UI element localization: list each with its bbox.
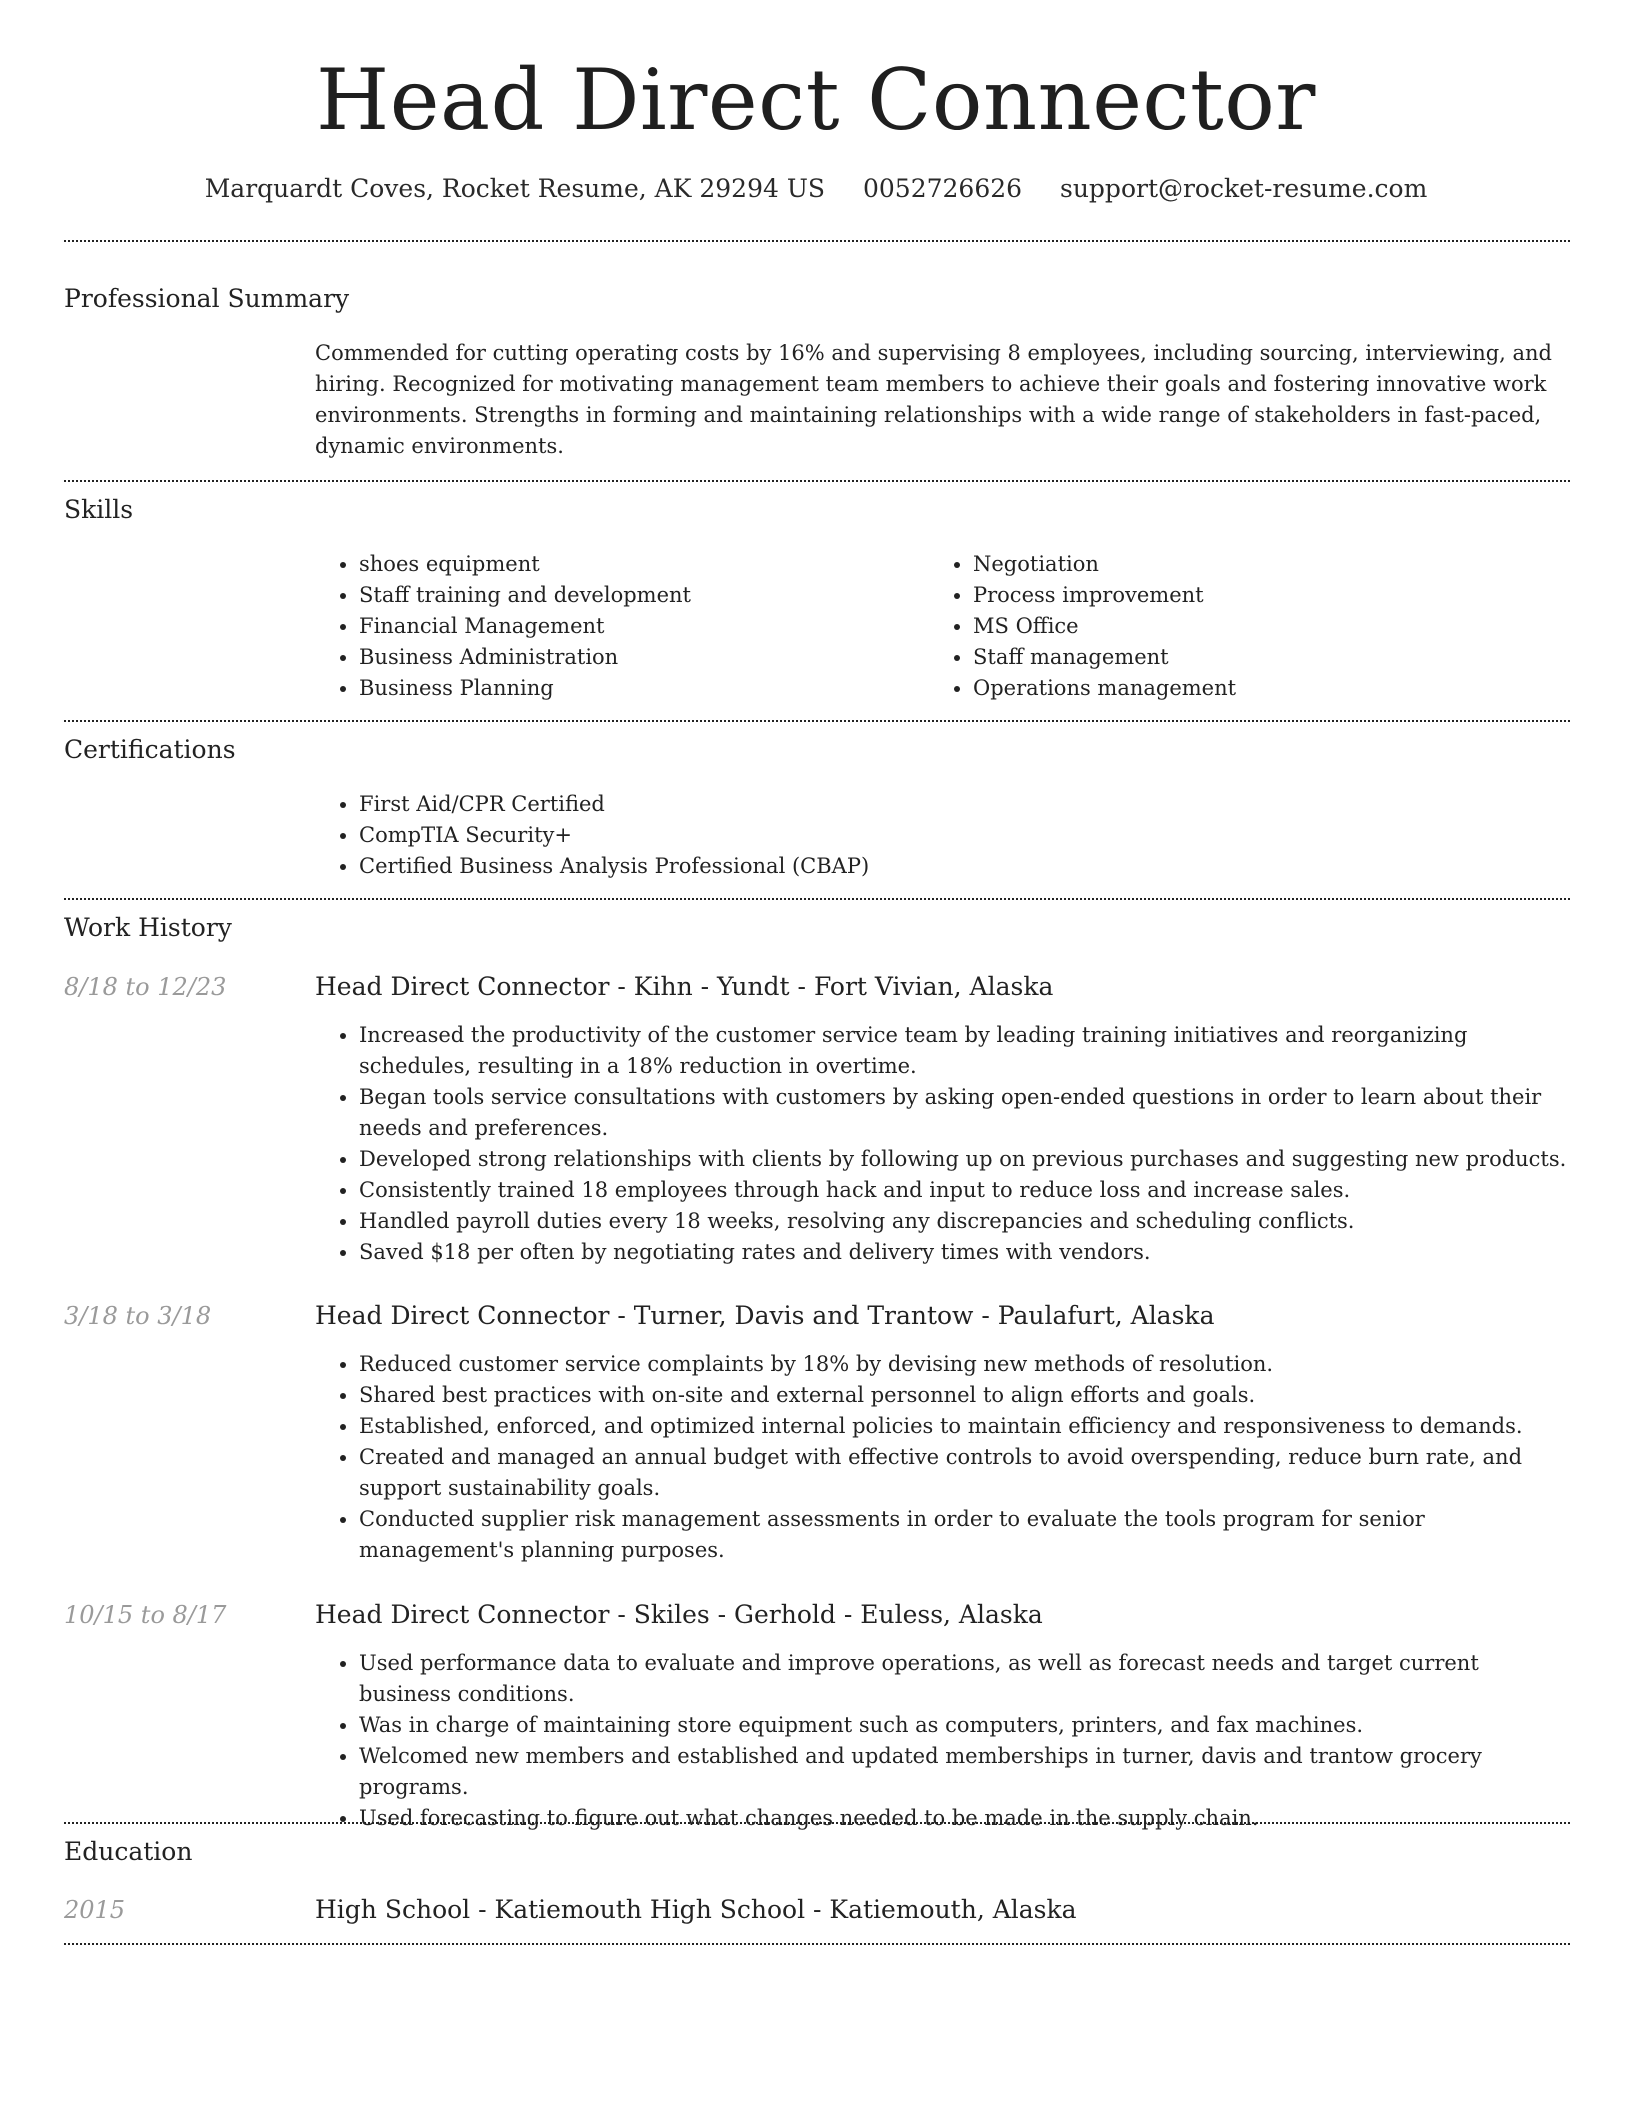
section-title-work-history: Work History (64, 913, 232, 942)
skill-item: • Operations management (973, 673, 1529, 704)
divider (64, 898, 1570, 900)
job-bullet: • Saved $18 per often by negotiating rates and delivery times with vendors. (359, 1237, 1575, 1268)
contact-email[interactable]: support@rocket-resume.com (1060, 174, 1428, 203)
job-title: Head Direct Connector - Kihn - Yundt - Fort Vivian, Alaska (315, 972, 1054, 1001)
skill-item: • MS Office (973, 611, 1529, 642)
job-bullet: • Used performance data to evaluate and improve operations, as well as forecast needs and target current business conditions. (359, 1648, 1575, 1710)
education-entry: High School - Katiemouth High School - Katiemouth, Alaska (315, 1895, 1077, 1924)
job-bullet: • Began tools service consultations with customers by asking open-ended questions in order to learn about their needs and preferences. (359, 1082, 1575, 1144)
certification-item: • First Aid/CPR Certified (359, 789, 1575, 820)
divider (64, 1822, 1570, 1824)
skill-item: • Negotiation (973, 549, 1529, 580)
job-title: Head Direct Connector - Skiles - Gerhold - Euless, Alaska (315, 1600, 1043, 1629)
section-title-skills: Skills (64, 495, 134, 524)
summary-text: Commended for cutting operating costs by 16% and supervising 8 employees, including sourcing, interviewing, and hiring. Recognized for motivating management team members to achieve their goals and fostering innovative work environments. Strengths in forming and maintaining relationships with a wide range of stakeholders in fast-paced, dynamic environments. (315, 341, 1553, 458)
job-title: Head Direct Connector - Turner, Davis and Trantow - Paulafurt, Alaska (315, 1301, 1215, 1330)
skills-column-right (929, 549, 1529, 704)
skill-item: • Financial Management (359, 611, 915, 642)
job-bullets (315, 1020, 1575, 1268)
contact-phone: 0052726626 (862, 174, 1023, 203)
job-bullet: • Reduced customer service complaints by 18% by devising new methods of resolution. (359, 1349, 1575, 1380)
job-dates: 10/15 to 8/17 (64, 1601, 227, 1629)
divider (64, 240, 1570, 242)
certifications-list (315, 789, 1575, 882)
contact-address: Marquardt Coves, Rocket Resume, AK 29294 US (204, 174, 826, 203)
skill-item: • Process improvement (973, 580, 1529, 611)
job-bullet: • Increased the productivity of the customer service team by leading training initiatives and reorganizing schedules, resulting in a 18% reduction in overtime. (359, 1020, 1575, 1082)
job-bullet: • Used forecasting to figure out what changes needed to be made in the supply chain. (359, 1803, 1575, 1834)
skills-column-left (315, 549, 915, 704)
job-bullet: • Welcomed new members and established and updated memberships in turner, davis and trantow grocery programs. (359, 1741, 1575, 1803)
divider (64, 720, 1570, 722)
section-title-certifications: Certifications (64, 735, 236, 764)
candidate-name: Head Direct Connector (316, 51, 1316, 149)
job-dates: 8/18 to 12/23 (64, 973, 227, 1001)
skill-item: • shoes equipment (359, 549, 915, 580)
contact-line (0, 172, 1632, 206)
job-bullets (315, 1648, 1575, 1834)
job-bullet: • Handled payroll duties every 18 weeks, resolving any discrepancies and scheduling conflicts. (359, 1206, 1575, 1237)
job-bullet: • Consistently trained 18 employees through hack and input to reduce loss and increase sales. (359, 1175, 1575, 1206)
certification-item: • CompTIA Security+ (359, 820, 1575, 851)
job-bullet: • Was in charge of maintaining store equipment such as computers, printers, and fax machines. (359, 1710, 1575, 1741)
skill-item: • Business Planning (359, 673, 915, 704)
job-bullets (315, 1349, 1575, 1566)
job-bullet: • Established, enforced, and optimized internal policies to maintain efficiency and responsiveness to demands. (359, 1411, 1575, 1442)
divider (64, 480, 1570, 482)
certification-item: • Certified Business Analysis Professional (CBAP) (359, 851, 1575, 882)
job-bullet: • Conducted supplier risk management assessments in order to evaluate the tools program for senior management's planning purposes. (359, 1504, 1575, 1566)
section-title-education: Education (64, 1837, 193, 1866)
education-year: 2015 (64, 1896, 126, 1924)
section-title-summary: Professional Summary (64, 284, 350, 313)
job-bullet: • Shared best practices with on-site and external personnel to align efforts and goals. (359, 1380, 1575, 1411)
skill-item: • Staff management (973, 642, 1529, 673)
job-bullet: • Developed strong relationships with clients by following up on previous purchases and suggesting new products. (359, 1144, 1575, 1175)
job-bullet: • Created and managed an annual budget with effective controls to avoid overspending, reduce burn rate, and support sustainability goals. (359, 1442, 1575, 1504)
divider (64, 1943, 1570, 1945)
job-dates: 3/18 to 3/18 (64, 1302, 212, 1330)
skill-item: • Staff training and development (359, 580, 915, 611)
skill-item: • Business Administration (359, 642, 915, 673)
